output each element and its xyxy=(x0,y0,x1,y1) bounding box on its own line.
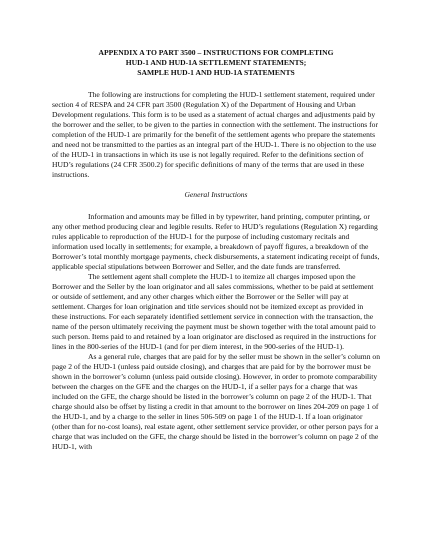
title-line-3: SAMPLE HUD-1 AND HUD-1A STATEMENTS xyxy=(137,68,295,77)
title-line-1: APPENDIX A TO PART 3500 – INSTRUCTIONS FOR COMPLETING xyxy=(98,48,334,57)
paragraph-general-3: As a general rule, charges that are paid for by the seller must be shown in the seller’s column on page 2 of the HUD-1 (unless paid outside closing), and charges that are paid for by the borrower must be shown in the borrower’s column (unless paid outside closing). However, in order to promote comparability between the charges on the GFE and the charges on the HUD-1, if a seller pays for a charge that was included on the GFE, the charge should be listed in the borrower’s column on page 2 of the HUD-1. That charge should also be offset by listing a credit in that amount to the borrower on lines 204-209 on page 1 of the HUD-1, and by a charge to the seller in lines 506-509 on page 1 of the HUD-1. If a loan originator (other than for no-cost loans), real estate agent, other settlement service provider, or other person pays for a charge that was included on the GFE, the charge should be listed in the borrower’s column on page 2 of the HUD-1, with xyxy=(52,352,380,451)
title-line-2: HUD-1 AND HUD-1A SETTLEMENT STATEMENTS; xyxy=(125,58,307,67)
document-title xyxy=(52,48,380,78)
intro-paragraph: The following are instructions for completing the HUD-1 settlement statement, required under section 4 of RESPA and 24 CFR part 3500 (Regulation X) of the Department of Housing and Urban Development regulations. This form is to be used as a statement of actual charges and adjustments paid by the borrower and the seller, to be given to the parties in connection with the settlement. The instructions for completion of the HUD-1 are primarily for the benefit of the settlement agents who prepare the statements and need not be transmitted to the parties as an integral part of the HUD-1. There is no objection to the use of the HUD-1 in transactions in which its use is not legally required. Refer to the definitions section of HUD’s regulations (24 CFR 3500.2) for specific definitions of many of the terms that are used in these instructions. xyxy=(52,90,378,179)
section-heading: General Instructions xyxy=(184,190,248,199)
paragraph-general-2: The settlement agent shall complete the HUD-1 to itemize all charges imposed upon the Borrower and the Seller by the loan originator and all sales commissions, whether to be paid at settlement or outside of settlement, and any other charges which either the Borrower or the Seller will pay at settlement. Charges for loan origination and title services should not be itemized except as provided in these instructions. For each separately identified settlement service in connection with the transaction, the name of the person ultimately receiving the payment must be shown together with the total amount paid to such person. Items paid to and retained by a loan originator are disclosed as required in the instructions for lines in the 800-series of the HUD-1 (and for per diem interest, in the 900-series of the HUD-1). xyxy=(52,272,377,351)
paragraph-general-1: Information and amounts may be filled in by typewriter, hand printing, computer printing, or any other method producing clear and legible results. Refer to HUD’s regulations (Regulation X) regarding rules applicable to reproduction of the HUD-1 for the purpose of including customary recitals and information used locally in settlements; for example, a breakdown of payoff figures, a breakdown of the Borrower’s total monthly mortgage payments, check disbursements, a statement indicating receipt of funds, applicable special stipulations between Borrower and Seller, and the date funds are transferred. xyxy=(52,212,380,271)
